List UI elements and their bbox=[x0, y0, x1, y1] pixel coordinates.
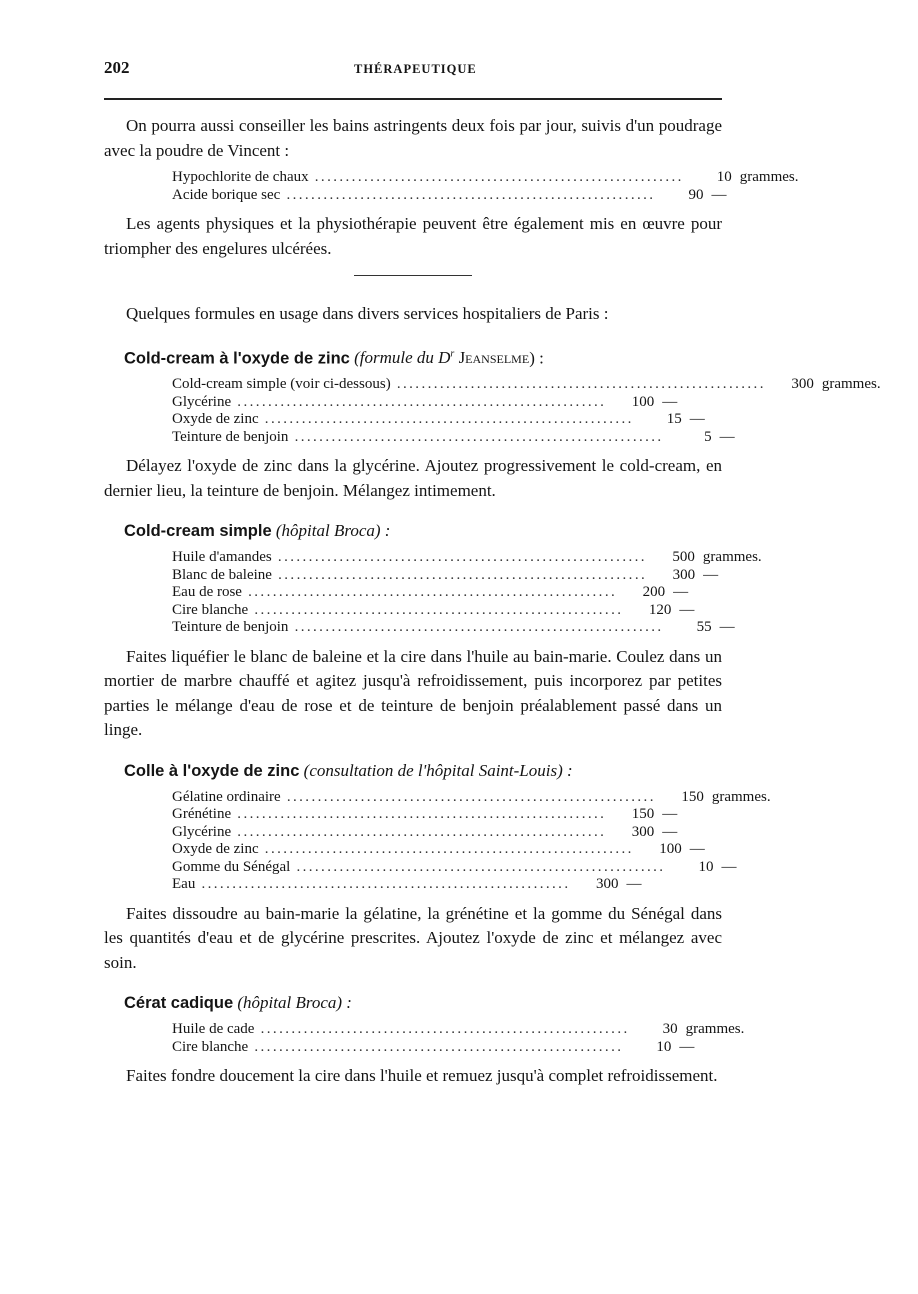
ingredient-row bbox=[172, 549, 762, 567]
ingredient-unit: — bbox=[719, 428, 735, 445]
dot-leader: ............................................................ bbox=[258, 411, 634, 428]
ingredient-quantity: 15 bbox=[666, 411, 682, 428]
ingredient-row bbox=[172, 788, 771, 807]
ingredient-quantity: 200 bbox=[642, 584, 666, 601]
dot-leader: ............................................................ bbox=[280, 788, 656, 805]
ingredient-quantity: 150 bbox=[681, 788, 704, 805]
ingredient-row bbox=[172, 428, 735, 447]
ingredient-name: Eau de rose ............................................................ bbox=[172, 584, 618, 601]
ingredient-row bbox=[172, 1038, 695, 1057]
dot-leader: ............................................................ bbox=[254, 1021, 630, 1038]
ingredient-name: Gélatine ordinaire ............................................................ bbox=[172, 788, 656, 805]
ingredient-unit: grammes. bbox=[711, 788, 771, 805]
ingredient-row bbox=[172, 806, 678, 824]
formula-heading: Cold-cream à l'oxyde de zinc (formule du $D^r$ Jeanselme) : bbox=[124, 348, 544, 368]
ingredient-quantity: 10 bbox=[656, 1038, 672, 1055]
book-page bbox=[104, 58, 881, 1089]
ingredient-row bbox=[172, 169, 799, 187]
dot-leader: ............................................................ bbox=[288, 619, 664, 636]
recipe-list bbox=[172, 1021, 745, 1056]
formulas-intro: Quelques formules en usage dans divers services hospitaliers de Paris : bbox=[126, 304, 609, 323]
ingredient-name: Oxyde de zinc ............................................................ bbox=[172, 411, 634, 428]
dot-leader: ............................................................ bbox=[248, 1038, 624, 1055]
ingredient-name: Cire blanche ............................................................ bbox=[172, 601, 624, 618]
formula-instructions: Délayez l'oxyde de zinc dans la glycérine. Ajoutez progressivement le cold-cream, en dernier lieu, la teinture de benjoin. Mélangez intimement. bbox=[104, 456, 722, 500]
formula-heading bbox=[124, 759, 722, 783]
formula-instructions: Faites fondre doucement la cire dans l'huile et remuez jusqu'à complet refroidissement. bbox=[126, 1066, 718, 1086]
dot-leader: ............................................................ bbox=[288, 428, 664, 445]
dot-leader: ............................................................ bbox=[248, 601, 624, 618]
ingredient-name: Cire blanche ............................................................ bbox=[172, 1038, 624, 1055]
ingredient-quantity: 90 bbox=[688, 186, 704, 203]
ingredient-row bbox=[172, 601, 695, 620]
ingredient-unit: — bbox=[719, 619, 735, 636]
ingredient-unit: grammes. bbox=[821, 376, 881, 393]
ingredient-row bbox=[172, 619, 735, 637]
formula-source: (formule du $D^r$ Jeanselme bbox=[354, 348, 530, 368]
ingredient-unit: — bbox=[662, 393, 678, 410]
dot-leader: ............................................................ bbox=[271, 566, 648, 583]
ingredient-name: Hypochlorite de chaux ............................................................ bbox=[172, 169, 684, 185]
dot-leader: ............................................................ bbox=[231, 806, 607, 823]
formula-heading bbox=[124, 991, 722, 1015]
ingredient-unit: — bbox=[703, 566, 719, 583]
ingredient-row bbox=[172, 566, 719, 585]
recipe-list bbox=[172, 788, 771, 894]
ingredient-row bbox=[172, 393, 678, 412]
formula-source: (hôpital Broca) : bbox=[237, 993, 352, 1013]
ingredient-name: Glycérine ............................................................ bbox=[172, 823, 607, 840]
ingredient-name: Blanc de baleine ............................................................ bbox=[172, 566, 648, 583]
ingredient-row bbox=[172, 411, 705, 429]
ingredient-row bbox=[172, 584, 689, 602]
formula-instructions: Faites dissoudre au bain-marie la gélatine, la grénétine et la gomme du Sénégal dans les quantités d'eau et de glycérine prescrites. Ajoutez l'oxyde de zinc et mélangez avec soin. bbox=[104, 903, 722, 972]
ingredient-quantity: 300 bbox=[672, 566, 696, 583]
formula-title: Colle à l'oxyde de zinc bbox=[124, 761, 300, 780]
dot-leader: ............................................................ bbox=[390, 376, 766, 393]
intro-paragraph: On pourra aussi conseiller les bains astringents deux fois par jour, suivis d'un poudrage avec la poudre de Vincent : bbox=[104, 116, 722, 160]
formula-source: (consultation de l'hôpital Saint-Louis) : bbox=[303, 760, 573, 780]
dot-leader: ............................................................ bbox=[231, 393, 607, 410]
dot-leader: ............................................................ bbox=[308, 169, 684, 185]
ingredient-unit: — bbox=[662, 806, 678, 823]
ingredient-unit: — bbox=[711, 186, 727, 203]
recipe-list bbox=[172, 376, 881, 446]
ingredient-quantity: 300 bbox=[791, 376, 814, 393]
ingredient-quantity: 300 bbox=[631, 823, 655, 840]
intro-after-paragraph: Les agents physiques et la physiothérapie peuvent être également mis en œuvre pour triompher des engelures ulcérées. bbox=[104, 214, 722, 258]
formula-title: Cérat cadique bbox=[124, 994, 234, 1013]
dot-leader: ............................................................ bbox=[280, 186, 656, 203]
ingredient-unit: — bbox=[721, 858, 737, 875]
formula-title: Cold-cream à l'oxyde de zinc bbox=[124, 349, 350, 368]
dot-leader: ............................................................ bbox=[290, 858, 666, 875]
ingredient-name: Huile d'amandes ............................................................ bbox=[172, 549, 647, 566]
ingredient-row bbox=[172, 823, 678, 842]
ingredient-row bbox=[172, 858, 737, 877]
ingredient-name: Huile de cade ............................................................ bbox=[172, 1021, 630, 1038]
ingredient-row bbox=[172, 1021, 745, 1039]
ingredient-unit: — bbox=[689, 841, 705, 858]
formula-title: Cold-cream simple bbox=[124, 522, 272, 541]
page-number: 202 bbox=[104, 58, 130, 77]
ingredient-quantity: 300 bbox=[595, 876, 619, 893]
ingredient-name: Teinture de benjoin ............................................................ bbox=[172, 428, 664, 445]
ingredient-unit: grammes. bbox=[685, 1021, 745, 1038]
dot-leader: ............................................................ bbox=[241, 584, 618, 601]
ingredient-unit: — bbox=[662, 823, 678, 840]
ingredient-name: Glycérine ............................................................ bbox=[172, 393, 607, 410]
ingredient-quantity: 500 bbox=[672, 549, 695, 566]
ingredient-unit: — bbox=[679, 1038, 695, 1055]
ingredient-quantity: 10 bbox=[698, 858, 714, 875]
formula-heading bbox=[124, 519, 722, 543]
dot-leader: ............................................................ bbox=[231, 823, 607, 840]
ingredient-unit: — bbox=[626, 876, 642, 893]
section-separator bbox=[354, 275, 472, 276]
ingredient-row bbox=[172, 186, 727, 205]
ingredient-unit: grammes. bbox=[702, 549, 762, 566]
ingredient-name: Grénétine ............................................................ bbox=[172, 806, 607, 823]
ingredient-row bbox=[172, 876, 642, 894]
ingredient-row bbox=[172, 376, 881, 394]
recipe-list bbox=[172, 549, 762, 637]
ingredient-unit: — bbox=[689, 411, 705, 428]
ingredient-quantity: 10 bbox=[716, 169, 732, 185]
ingredient-name: Eau ............................................................ bbox=[172, 876, 571, 893]
ingredient-quantity: 150 bbox=[631, 806, 655, 823]
running-title: THÉRAPEUTIQUE bbox=[354, 62, 477, 76]
page-header bbox=[104, 58, 722, 86]
ingredient-quantity: 100 bbox=[631, 393, 655, 410]
dot-leader: ............................................................ bbox=[258, 841, 634, 858]
ingredient-unit: — bbox=[673, 584, 689, 601]
ingredient-name: Gomme du Sénégal ............................................................ bbox=[172, 858, 666, 875]
ingredient-quantity: 30 bbox=[662, 1021, 678, 1038]
ingredient-quantity: 100 bbox=[659, 841, 682, 858]
ingredient-name: Teinture de benjoin ............................................................ bbox=[172, 619, 664, 636]
ingredient-unit: — bbox=[679, 601, 695, 618]
dot-leader: ............................................................ bbox=[195, 876, 571, 893]
dot-leader: ............................................................ bbox=[271, 549, 647, 566]
formula-instructions: Faites liquéfier le blanc de baleine et la cire dans l'huile au bain-marie. Coulez dans un mortier de marbre chauffé et agitez jusqu'à refroidissement, puis incorporez par petites parties le mélange d'eau de rose et de teinture de benjoin préalablement passé dans un linge. bbox=[104, 646, 722, 740]
ingredient-quantity: 120 bbox=[648, 601, 672, 618]
ingredient-quantity: 55 bbox=[696, 619, 712, 636]
ingredient-name: Cold-cream simple (voir ci-dessous) ............................................................ bbox=[172, 376, 766, 393]
formula-source: (hôpital Broca) : bbox=[275, 521, 391, 541]
ingredient-name: Oxyde de zinc ............................................................ bbox=[172, 841, 634, 858]
recipe-list bbox=[172, 169, 799, 204]
ingredient-unit: grammes. bbox=[739, 169, 799, 185]
ingredient-row bbox=[172, 841, 705, 859]
ingredient-name: Acide borique sec ............................................................ bbox=[172, 186, 656, 203]
ingredient-quantity: 5 bbox=[704, 428, 712, 445]
